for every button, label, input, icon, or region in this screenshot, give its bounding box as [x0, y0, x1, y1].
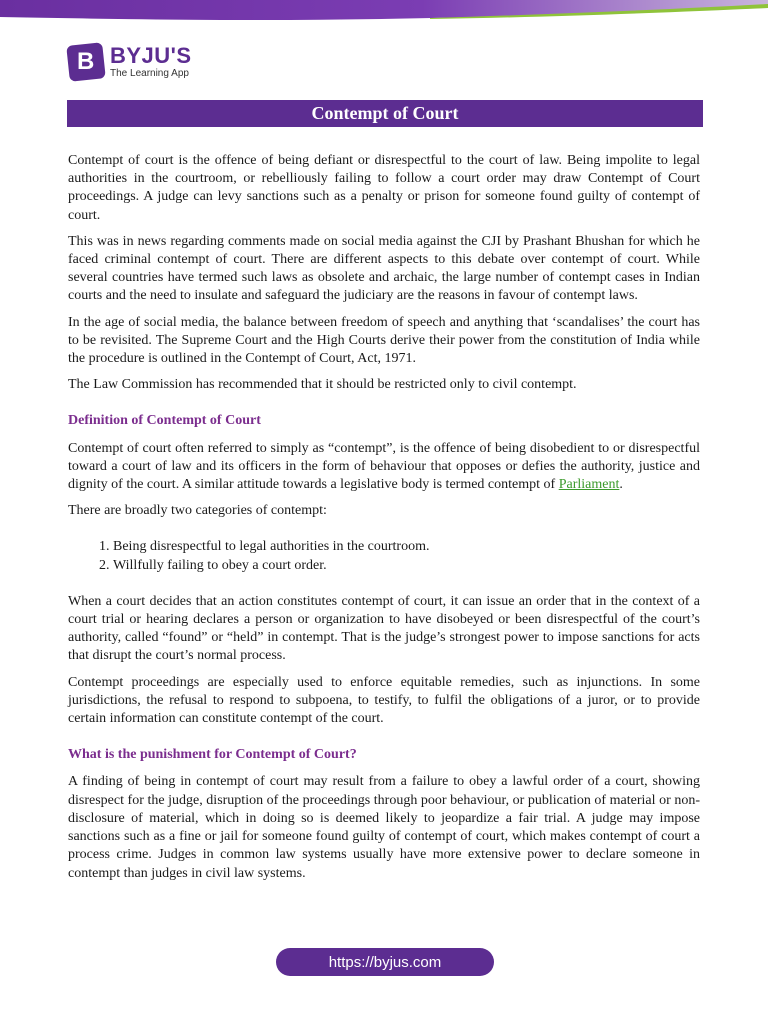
list-item: 2. Willfully failing to obey a court order. — [113, 557, 700, 575]
contempt-categories-list — [68, 538, 700, 574]
definition-paragraph-3: When a court decides that an action constitutes contempt of court, it can issue an order that in the context of a court trial or hearing declares a person or organization to have disobeyed or been disrespectful of the court’s authority, called “found” or “held” in contempt. That is the judge’s strongest power to impose sanctions for acts that disrupt the court’s normal process. — [68, 593, 700, 664]
definition-paragraph-2: There are broadly two categories of contempt: — [68, 503, 327, 519]
list-item: 1. Being disrespectful to legal authorities in the courtroom. — [113, 538, 700, 556]
section-heading-definition: Definition of Contempt of Court — [68, 413, 261, 429]
logo-tagline: The Learning App — [110, 68, 189, 79]
header-wave-band — [0, 0, 768, 22]
definition-paragraph-4: Contempt proceedings are especially used to enforce equitable remedies, such as injunctions. In some jurisdictions, the refusal to respond to subpoena, to testify, to fulfil the obligations of a juror, or to provide certain information can constitute contempt of the court. — [68, 674, 700, 727]
intro-paragraph-3: In the age of social media, the balance between freedom of speech and anything that ‘scandalises’ the court has to be revisited. The Supreme Court and the High Courts derive their power from the constitution of India while the procedure is outlined in the Contempt of Court, Act, 1971. — [68, 314, 700, 367]
footer-url-badge[interactable]: https://byjus.com — [276, 948, 494, 976]
section-heading-punishment: What is the punishment for Contempt of Court? — [68, 747, 357, 763]
logo-brand-name: BYJU'S — [110, 43, 192, 68]
byjus-logo — [68, 44, 192, 80]
intro-paragraph-1: Contempt of court is the offence of being defiant or disrespectful to the court of law. Being impolite to legal authorities in the courtroom, or rebelliously failing to follow a court order may draw Contempt of Court proceedings. A judge can levy sanctions such as a penalty or prison for someone found guilty of contempt of court. — [68, 153, 700, 223]
logo-mark: B — [66, 42, 106, 82]
parliament-link[interactable]: Parliament — [558, 477, 620, 493]
intro-paragraph-4: The Law Commission has recommended that it should be restricted only to civil contempt. — [68, 377, 577, 393]
punishment-paragraph-1: A finding of being in contempt of court may result from a failure to obey a lawful order of a court, showing disrespect for the judge, disruption of the proceedings through poor behaviour, or publication of material or non-disclosure of material, which in doing so is deemed likely to jeopardize a fair trial. A judge may impose sanctions such as a fine or jail for someone found guilty of contempt of court, which makes contempt of court a process crime. Judges in common law systems usually have more extensive power to declare someone in contempt than judges in civil law systems. — [68, 774, 700, 881]
intro-paragraph-2: This was in news regarding comments made on social media against the CJI by Prashant Bhushan for which he faced criminal contempt of court. There are different aspects to this debate over contempt of court. While several countries have termed such laws as obsolete and archaic, the large number of contempt cases in Indian courts and the need to insulate and safeguard the judiciary are the reasons in favour of contempt laws. — [68, 233, 700, 304]
document-body — [68, 152, 700, 891]
definition-paragraph-1: Contempt of court often referred to simply as “contempt”, is the offence of being disobedient to or disrespectful toward a court of law and its officers in the form of behaviour that opposes or defies the authority, justice and dignity of the court. A similar attitude towards a legislative body is termed contempt of Parliament. — [68, 440, 700, 493]
page-title: Contempt of Court — [67, 100, 703, 127]
